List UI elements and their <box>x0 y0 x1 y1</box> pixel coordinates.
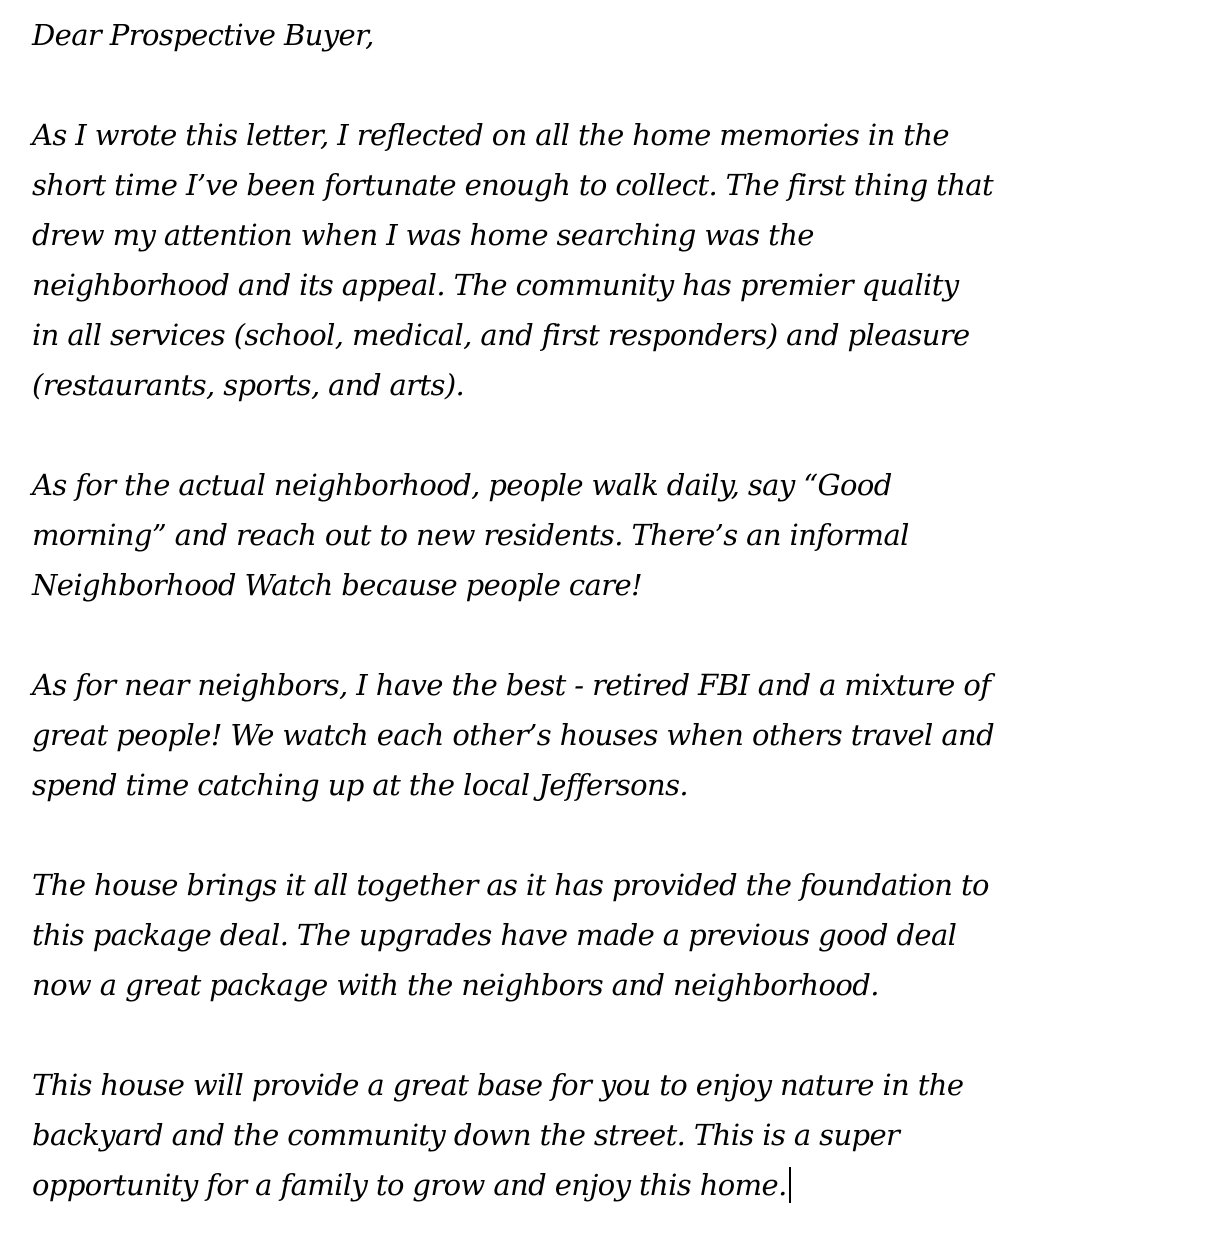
paragraph-line: backyard and the community down the street. This is a super <box>32 1118 900 1152</box>
text-cursor <box>789 1167 791 1203</box>
paragraph-line: short time I’ve been fortunate enough to collect. The first thing that <box>32 168 994 202</box>
salutation <box>32 10 1202 60</box>
paragraph-3 <box>32 660 1202 810</box>
paragraph-line: The house brings it all together as it has provided the foundation to <box>32 868 989 902</box>
paragraph-line: drew my attention when I was home searching was the <box>32 218 814 252</box>
paragraph-line: neighborhood and its appeal. The community has premier quality <box>32 268 959 302</box>
paragraph-line: As for the actual neighborhood, people walk daily, say “Good <box>32 468 892 502</box>
paragraph-line: this package deal. The upgrades have made a previous good deal <box>32 918 957 952</box>
paragraph-line: now a great package with the neighbors and neighborhood. <box>32 968 879 1002</box>
paragraph-line: great people! We watch each other’s houses when others travel and <box>32 718 995 752</box>
paragraph-line: spend time catching up at the local Jeffersons. <box>32 768 689 802</box>
paragraph-line: As for near neighbors, I have the best - retired FBI and a mixture of <box>32 668 991 702</box>
paragraph-1 <box>32 110 1202 410</box>
paragraph-4 <box>32 860 1202 1010</box>
paragraph-line: morning” and reach out to new residents. There’s an informal <box>32 518 909 552</box>
paragraph-line: Neighborhood Watch because people care! <box>32 568 643 602</box>
paragraph-line: As I wrote this letter, I reflected on all the home memories in the <box>32 118 949 152</box>
paragraph-5 <box>32 1060 1202 1210</box>
paragraph-line: This house will provide a great base for you to enjoy nature in the <box>32 1068 964 1102</box>
paragraph-2 <box>32 460 1202 610</box>
paragraph-line: in all services (school, medical, and first responders) and pleasure <box>32 318 970 352</box>
salutation-line: Dear Prospective Buyer, <box>32 18 374 52</box>
paragraph-line: (restaurants, sports, and arts). <box>32 368 465 402</box>
last-line-text: opportunity for a family to grow and enjoy this home. <box>32 1168 787 1202</box>
paragraph-line <box>32 1160 1202 1210</box>
letter-body[interactable] <box>32 10 1202 1210</box>
